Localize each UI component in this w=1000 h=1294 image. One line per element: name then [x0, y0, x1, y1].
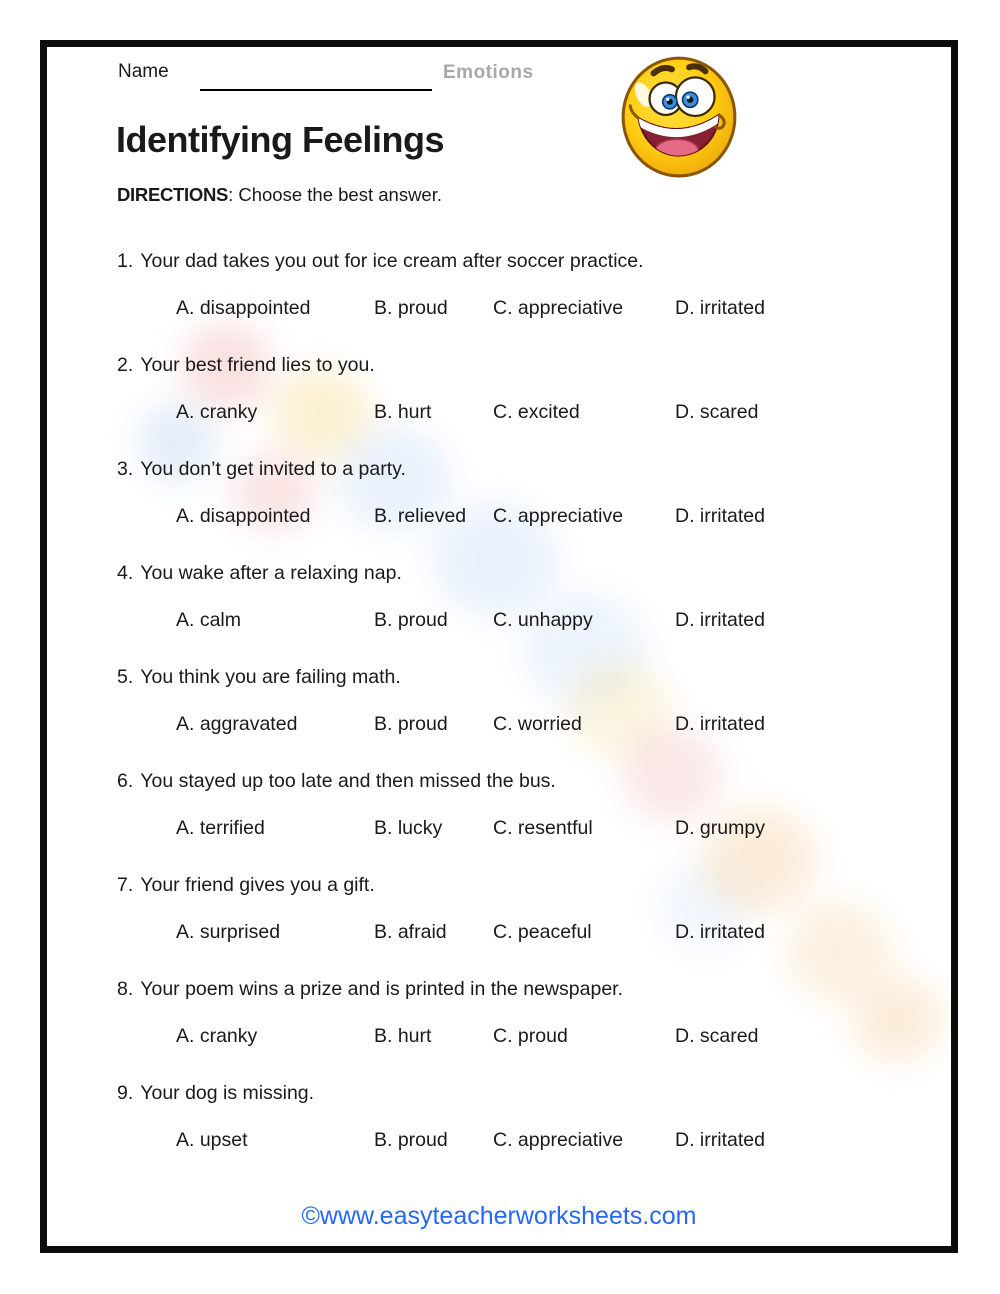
option-a: A. cranky: [176, 401, 258, 423]
option-a: A. surprised: [176, 921, 281, 943]
question-text: You wake after a relaxing nap.: [140, 562, 402, 584]
option-d: D. irritated: [675, 297, 765, 319]
question-number: 3.: [117, 458, 134, 480]
question-number: 9.: [117, 1082, 134, 1104]
option-a: A. terrified: [176, 817, 265, 839]
page-frame: [40, 40, 958, 1253]
option-a: A. disappointed: [176, 297, 311, 319]
question-text: Your dog is missing.: [140, 1082, 315, 1104]
option-d: D. irritated: [675, 921, 765, 943]
question-text: Your friend gives you a gift.: [140, 874, 375, 896]
question-text: You stayed up too late and then missed the bus.: [140, 770, 556, 792]
name-label: Name: [118, 61, 169, 82]
question: [117, 354, 939, 425]
question-number: 7.: [117, 874, 134, 896]
question-number: 1.: [117, 250, 134, 272]
option-c: C. worried: [493, 713, 582, 735]
option-d: D. scared: [675, 401, 759, 423]
option-c: C. appreciative: [493, 297, 624, 319]
question: [117, 250, 939, 321]
question: [117, 562, 939, 633]
option-a: A. upset: [176, 1129, 248, 1151]
name-blank-line: [200, 71, 432, 91]
option-b: B. hurt: [374, 1025, 432, 1047]
option-d: D. irritated: [675, 713, 765, 735]
option-a: A. aggravated: [176, 713, 298, 735]
option-d: D. irritated: [675, 505, 765, 527]
option-b: B. relieved: [374, 505, 467, 527]
question-text: Your best friend lies to you.: [140, 354, 375, 376]
question-number: 8.: [117, 978, 134, 1000]
option-b: B. proud: [374, 297, 448, 319]
option-b: B. proud: [374, 713, 448, 735]
option-d: D. irritated: [675, 1129, 765, 1151]
question-number: 5.: [117, 666, 134, 688]
question-number: 4.: [117, 562, 134, 584]
option-b: B. hurt: [374, 401, 432, 423]
option-b: B. afraid: [374, 921, 447, 943]
footer-link[interactable]: ©www.easyteacherworksheets.com: [301, 1202, 697, 1230]
option-c: C. peaceful: [493, 921, 592, 943]
option-c: C. excited: [493, 401, 580, 423]
question: [117, 770, 939, 841]
question-number: 6.: [117, 770, 134, 792]
worksheet-category: Emotions: [443, 62, 534, 83]
option-d: D. grumpy: [675, 817, 765, 839]
directions-text: : Choose the best answer.: [228, 184, 442, 205]
question: [117, 874, 939, 945]
question-number: 2.: [117, 354, 134, 376]
question: [117, 666, 939, 737]
question: [117, 458, 939, 529]
option-b: B. lucky: [374, 817, 443, 839]
directions-label: DIRECTIONS: [117, 184, 229, 205]
option-d: D. scared: [675, 1025, 759, 1047]
option-c: C. proud: [493, 1025, 568, 1047]
option-a: A. disappointed: [176, 505, 311, 527]
option-c: C. appreciative: [493, 1129, 624, 1151]
option-b: B. proud: [374, 1129, 448, 1151]
option-c: C. appreciative: [493, 505, 624, 527]
option-a: A. calm: [176, 609, 242, 631]
question: [117, 1082, 939, 1153]
page-title: Identifying Feelings: [116, 119, 445, 160]
question-text: You don’t get invited to a party.: [140, 458, 406, 480]
footer: [47, 1202, 951, 1231]
option-b: B. proud: [374, 609, 448, 631]
option-d: D. irritated: [675, 609, 765, 631]
directions: [117, 184, 442, 206]
happy-face-icon: [618, 52, 740, 180]
option-a: A. cranky: [176, 1025, 258, 1047]
question: [117, 978, 939, 1049]
option-c: C. unhappy: [493, 609, 593, 631]
question-text: You think you are failing math.: [140, 666, 401, 688]
questions-list: [117, 250, 939, 1186]
option-c: C. resentful: [493, 817, 593, 839]
question-text: Your dad takes you out for ice cream after soccer practice.: [140, 250, 644, 272]
question-text: Your poem wins a prize and is printed in the newspaper.: [140, 978, 624, 1000]
